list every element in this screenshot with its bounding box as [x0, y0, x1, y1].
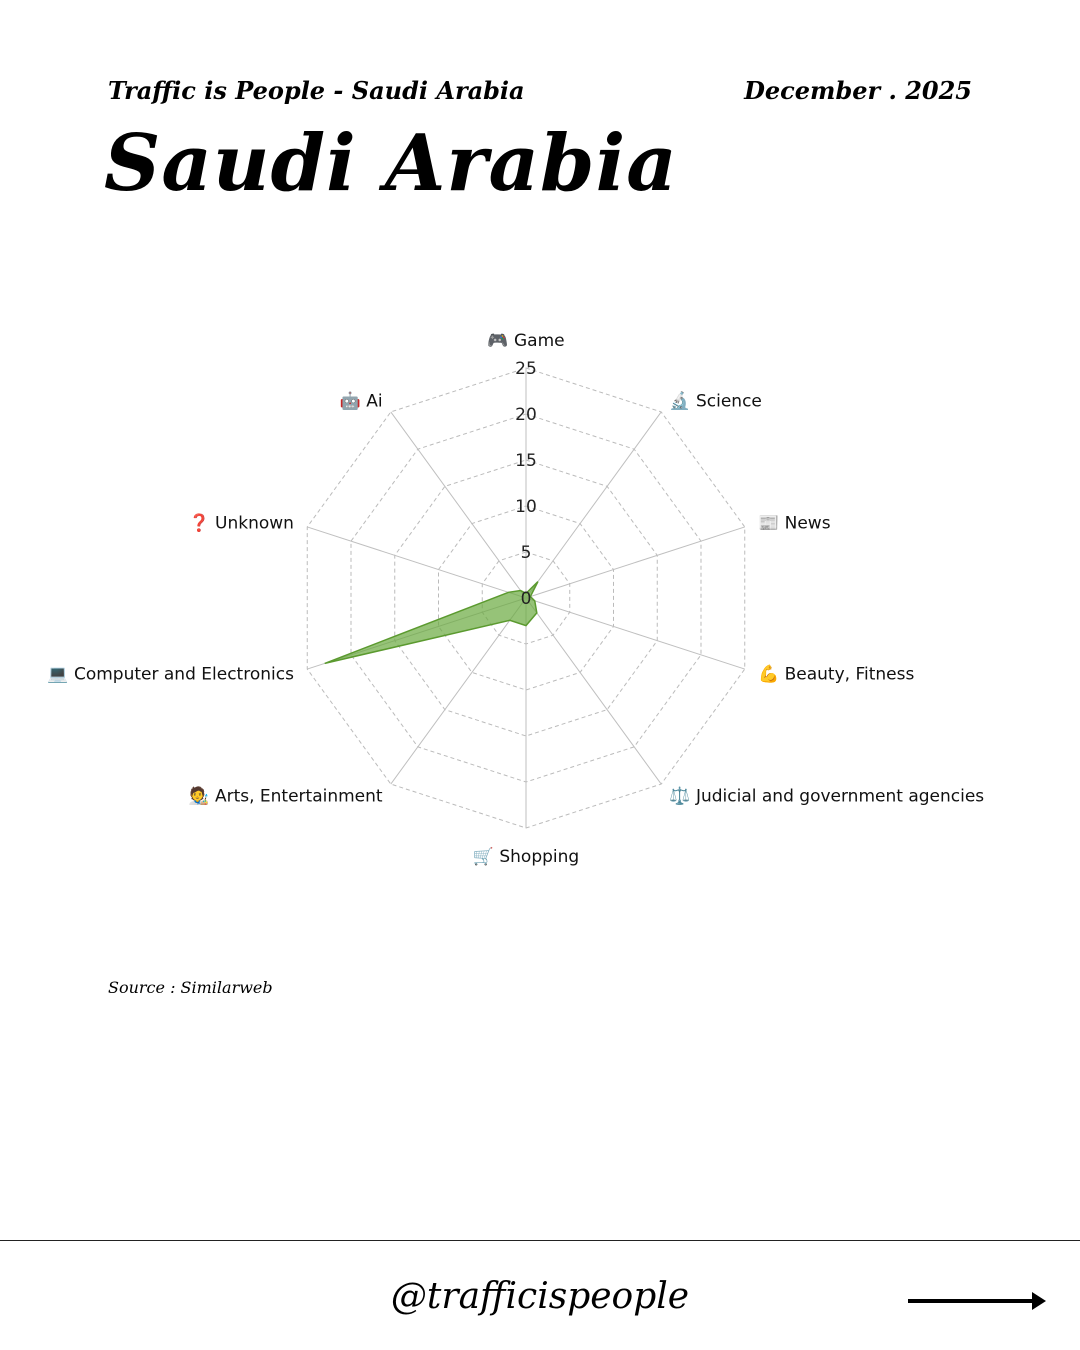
- report-subtitle: Traffic is People - Saudi Arabia: [108, 76, 525, 105]
- category-label: 🤖 Ai: [339, 391, 383, 412]
- next-arrow-icon[interactable]: [906, 1288, 1048, 1314]
- footer-divider: [0, 1240, 1080, 1241]
- category-label: ⚖️ Judicial and government agencies: [669, 786, 985, 807]
- category-label: 🛒 Shopping: [472, 847, 580, 867]
- source-note: Source : Similarweb: [108, 978, 273, 997]
- r-tick-label: 5: [520, 543, 532, 563]
- series-area: [325, 582, 538, 664]
- category-label: 📰 News: [758, 513, 831, 534]
- r-tick-label: 0: [520, 589, 532, 609]
- r-tick-label: 10: [515, 497, 537, 517]
- category-label: 💪 Beauty, Fitness: [758, 664, 915, 685]
- category-label: ❓ Unknown: [188, 513, 294, 534]
- report-date: December . 2025: [744, 76, 972, 105]
- spoke-9: [391, 412, 526, 598]
- spoke-3: [526, 598, 745, 669]
- page-title: Saudi Arabia: [104, 118, 678, 209]
- spoke-1: [526, 412, 661, 598]
- spoke-4: [526, 598, 661, 784]
- spoke-8: [307, 527, 526, 598]
- r-tick-label: 25: [515, 359, 537, 379]
- spoke-2: [526, 527, 745, 598]
- category-label: 🔬 Science: [669, 391, 762, 412]
- r-tick-label: 15: [515, 451, 537, 471]
- r-tick-label: 20: [515, 405, 537, 425]
- radar-chart: [0, 300, 1080, 900]
- category-label: 🎮 Game: [487, 331, 565, 351]
- category-label: 🧑‍🎨 Arts, Entertainment: [188, 786, 383, 807]
- category-label: 💻 Computer and Electronics: [47, 664, 294, 685]
- social-handle[interactable]: @trafficispeople: [390, 1276, 690, 1317]
